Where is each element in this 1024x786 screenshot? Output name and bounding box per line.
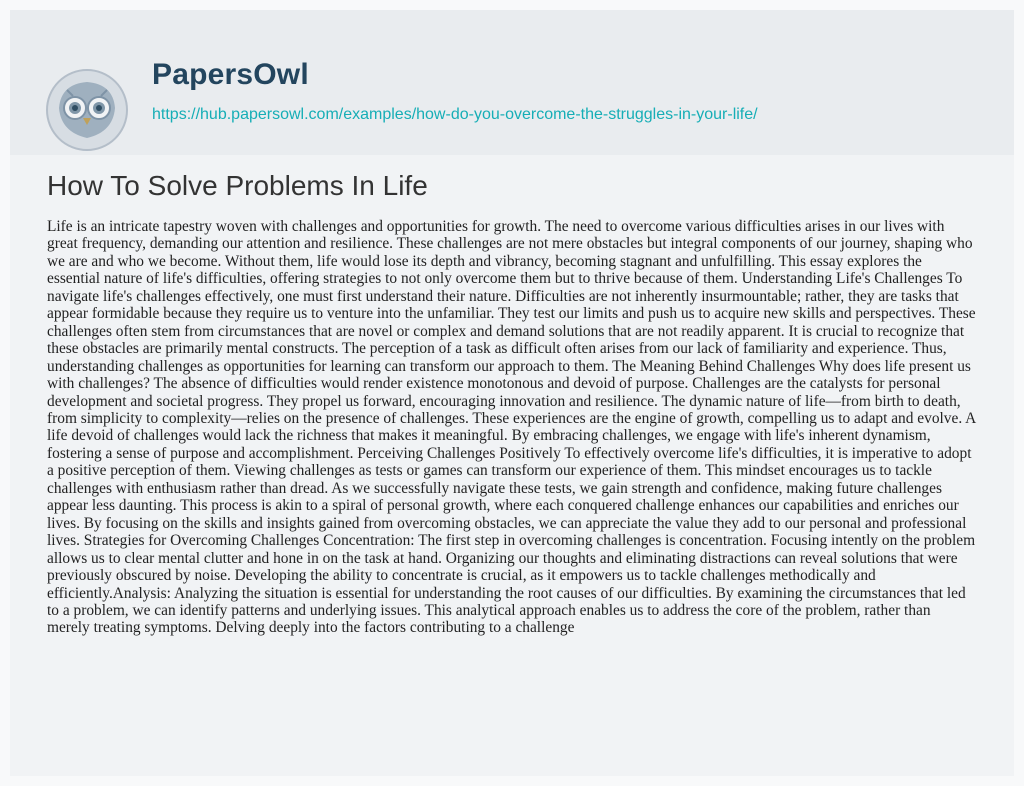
source-url-link[interactable]: https://hub.papersowl.com/examples/how-do-you-overcome-the-struggles-in-your-life/: [152, 106, 758, 123]
page-title: How To Solve Problems In Life: [47, 170, 428, 201]
article-body: Life is an intricate tapestry woven with challenges and opportunities for growth. The need to overcome various difficulties arises in our lives with great frequency, demanding our attention and resilience. These challenges are not mere obstacles but integral components of our journey, shaping who we are and who we become. Without them, life would lose its depth and vibrancy, becoming stagnant and unfulfilling. This essay explores the essential nature of life's difficulties, offering strategies to not only overcome them but to thrive because of them. Understanding Life's Challenges To navigate life's challenges effectively, one must first understand their nature. Difficulties are not inherently insurmountable; rather, they are tasks that appear formidable because they require us to venture into the unfamiliar. They test our limits and push us to acquire new skills and perspectives. These challenges often stem from circumstances that are novel or complex and demand solutions that are not readily apparent. It is crucial to recognize that these obstacles are primarily mental constructs. The perception of a task as difficult often arises from our lack of familiarity and experience. Thus, understanding challenges as opportunities for learning can transform our approach to them. The Meaning Behind Challenges Why does life present us with challenges? The absence of difficulties would render existence monotonous and devoid of purpose. Challenges are the catalysts for personal development and societal progress. They propel us forward, encouraging innovation and resilience. The dynamic nature of life—from birth to death, from simplicity to complexity—relies on the presence of challenges. These experiences are the engine of growth, compelling us to adapt and evolve. A life devoid of challenges would lack the richness that makes it meaningful. By embracing challenges, we engage with life's inherent dynamism, fostering a sense of purpose and accomplishment. Perceiving Challenges Positively To effectively overcome life's difficulties, it is imperative to adopt a positive perception of them. Viewing challenges as tests or games can transform our experience of them. This mindset encourages us to tackle challenges with enthusiasm rather than dread. As we successfully navigate these tests, we gain strength and confidence, making future challenges appear less daunting. This process is akin to a spiral of personal growth, where each conquered challenge enhances our capabilities and enriches our lives. By focusing on the skills and insights gained from overcoming obstacles, we can appreciate the value they add to our personal and professional lives. Strategies for Overcoming Challenges Concentration: The first step in overcoming challenges is concentration. Focusing intently on the problem allows us to clear mental clutter and hone in on the task at hand. Organizing our thoughts and eliminating distractions can reveal solutions that were previously obscured by noise. Developing the ability to concentrate is crucial, as it empowers us to tackle challenges methodically and efficiently.Analysis: Analyzing the situation is essential for understanding the root causes of our difficulties. By examining the circumstances that led to a problem, we can identify patterns and underlying issues. This analytical approach enables us to address the core of the problem, rather than merely treating symptoms. Delving deeply into the factors contributing to a challenge: [47, 218, 976, 637]
owl-logo-icon[interactable]: [45, 68, 129, 152]
brand-name[interactable]: PapersOwl: [152, 58, 309, 91]
